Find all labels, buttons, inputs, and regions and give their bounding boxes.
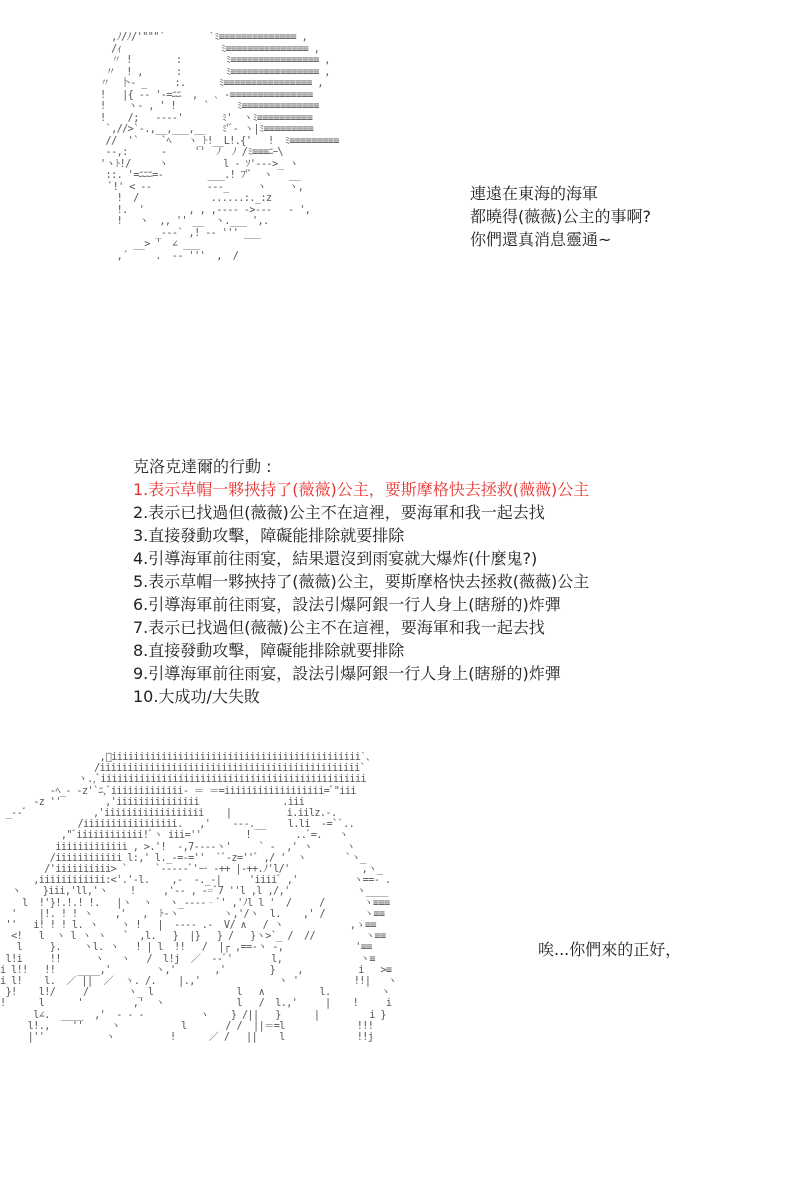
ascii-art-crocodile-portrait: ,ﾉ/ﾉ/'"""´ `ﾐ≡≡≡≡≡≡≡≡≡≡≡≡≡≡ , /ｨ ﾐ≡≡≡≡≡≡≡≡≡≡≡≡≡≡≡ , 〃 ! : ﾐ≡≡≡≡≡≡≡≡≡≡≡≡≡≡≡≡ , 〃 ! , : ﾐ≡≡≡≡≡≡≡≡≡≡≡≡≡≡≡≡ , 〃 卜- _ :. ﾐ≡≡≡≡≡≡≡≡≡≡≡≡≡≡≡≡ , ! |{ -- '-=ﾆﾆ , ､ -≡≡≡≡≡≡≡≡≡≡≡≡≡≡≡ ! ヽ- , ' ! ` ﾐ≡≡≡≡≡≡≡≡≡≡≡≡≡≡ ! /; ----' ﾐ' ヽﾐ≡≡≡≡≡≡≡≡≡≡ `,//>`-.,__,___,__ ﾐ'ﾞ- ヽ|ﾐ≡≡≡≡≡≡≡≡≡ // '` `ﾍ ヽ_ﾄ!__L!.{' ! ﾐ≡≡≡≡≡≡≡≡≡ --,: - '' ﾉ ﾉ /ﾐ≡≡≡ﾆｰ\ 'ヽﾄ!/ ヽ l - ｿ'‐-->_ ヽ ::. '=ﾆﾆﾆ=- ___.! ﾌ'ﾞ ヽ __ ﾞ!' < -- ---_ ヽ ヽ, ! / ......:._:z !. ' , , ,--‐‐ ‐>--- ‐ ', ! ヽ ,, '' __ ヽ.___ ',. _-‐-` ,! -- ''' ___ __> ' ∠ ___ ,´ . -- ''' , / [100,32,339,262]
speech-line: 連遠在東海的海軍 [470,184,599,203]
action-option: 1.表示草帽一夥挾持了(薇薇)公主，要斯摩格快去拯救(薇薇)公主 [133,480,590,499]
action-option: 4.引導海軍前往雨宴，結果還沒到雨宴就大爆炸(什麼鬼?) [133,549,538,568]
action-option: 8.直接發動攻擊，障礙能排除就要排除 [133,641,405,660]
action-option: 7.表示已找過但(薇薇)公主不在這裡，要海軍和我一起去找 [133,618,545,637]
action-options-block [133,455,793,708]
action-option: 3.直接發動攻擊，障礙能排除就要排除 [133,526,405,545]
action-option: 10.大成功/大失敗 [133,687,260,706]
speech-text-top [470,182,790,251]
action-options-list [133,478,793,708]
speech-line: 唉...你們來的正好， [538,940,682,959]
action-option: 9.引導海軍前往雨宴，設法引爆阿銀一行人身上(瞎掰的)炸彈 [133,664,561,683]
action-option: 2.表示已找過但(薇薇)公主不在這裡，要海軍和我一起去找 [133,503,545,522]
speech-line: 都曉得(薇薇)公主的事啊? [470,207,651,226]
action-heading: 克洛克達爾的行動 : [133,457,272,476]
speech-text-bottom [538,938,788,961]
action-option: 6.引導海軍前往雨宴，設法引爆阿銀一行人身上(瞎掰的)炸彈 [133,595,561,614]
speech-line: 你們還真消息靈通~ [470,230,612,249]
action-option: 5.表示草帽一夥挾持了(薇薇)公主，要斯摩格快去拯救(薇薇)公主 [133,572,590,591]
ascii-art-smoker-figure: ,ﾞiiiiiiiiiiiiiiiiiiiiiiiiiiiiiiiiiiiiiiiiiiiii`、 /iiiiiiiiiiiiiiiiiiiiiiiiiiiiiiiiiiiiiiiiiiiiiii` ヽ.,ﾞiiiiiiiiiiiiiiiiiiiiiiiiiiiiiiiiiiiiiiiiiiiiiiii ‐ﾍ_‐ ‐z'`ﾆ,ﾞiiiiiiiiiiiii‐ ＝ ＝=iiiiiiiiiiiiiiiiii=ﾞ"iii ‐z '' ,'iiiiiiiiiiiiiii .iii _-‐ﾞ ,'iiiiiiiiiiiiiiiiii | i.iilz.‐. /iiiiiiiiiiiiiiiii. ,' ‐‐‐.__ l.li ‐=``.. ,"ﾞiiiiiiiiiiii!ﾞヽ iii='' ! ..ﾞ=. ヽ iiiiiiiiiiiii , >.'! ‐,7‐‐‐‐ヽ' ` ‐ ,' ヽ ヽ /iiiiiiiiiiii l:,' l._‐=‐='' `ﾞ‐z=''ﾞ ,/ ' ヽ `ヽ_ /'iiiiiiiiii> ` `‐-‐‐-ﾞ'ー ‐++ |‐++.ﾉ'l/' ,ヽ_ ,iiiiiiiiiiii:<'.'-l. ,- -._-| 'iiiiﾞ ,' ヽ==‐ . ヽ }iii,'ll,'ヽ ! ,'‐‐ , ‐=ﾞ7 ''l ,l ,/,' ヽ____ l !'}!.!.! !. |ヽ ヽ ヽ_‐‐‐‐‐ﾞ' ,'ﾉl l ' / / ヽ≡≡≡ ' |!. ! ! ヽ ,' , ﾄ-ヽ ヽ,'/ヽ l. ,' / ヽ≡≡ '' i! ! ! l. ヽ ヽ ! | ‐‐‐‐ .‐ V/ ∧ / ヽ ,ゝ≡≡ <! l ヽ l ヽ ヽ ` ,l. } |} } / }ヽ>`_ / // ヽ≡≡ l }. ヽl. ヽ ! | l !! / |┌ ,==-ヽ ‐, '≡≡ l!i !! ヽ ヽ / l!j ／ --ﾞ' l, ヽ≡ i l!! !! ____,' ヽ,' ,' } , i >≡ i l! l. ／ || ／ ヽ. /. |.,' ヽ ' !!| ヽ }! l!/ / ヽ_ l l ∧ l. ヽ ! l ' ,' ヽ l / l.,' | ! i l∠. ____ ,' ‐ ‐ ‐ ヽ } /|| } | i } l!., '' ヽ l / / ||＝=l !!! |'' ヽ ! ／ / || l !!j [0,752,397,1044]
